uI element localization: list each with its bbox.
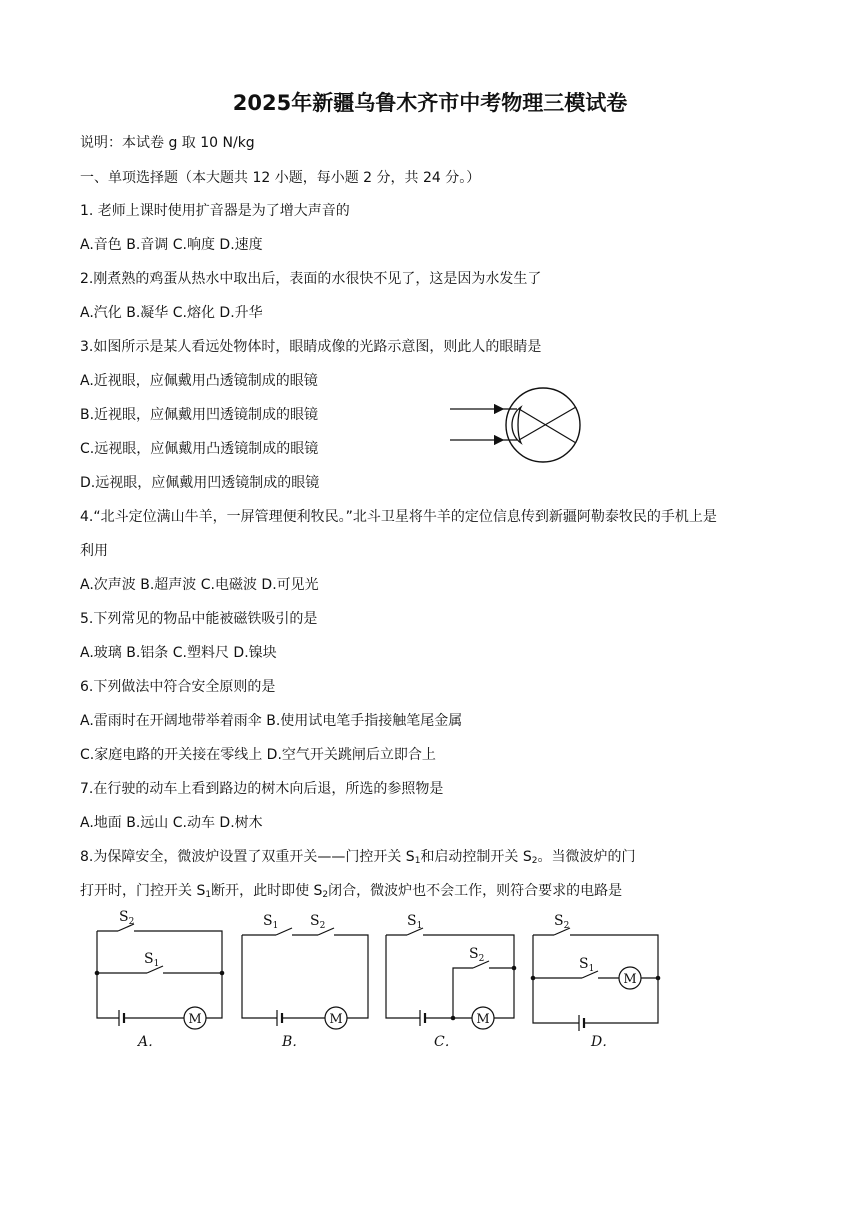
- circuit-a: [97, 924, 222, 1029]
- question-8-stem-line-1: 8.为保障安全，微波炉设置了双重开关——门控开关 $S_1$和启动控制开关 $S_2$。当微波炉的门: [80, 849, 636, 866]
- switch-label-d-s2: $S_2$: [554, 913, 570, 931]
- switch-label-b-s2: $S_2$: [310, 913, 326, 931]
- question-2-options: A.汽化 B.凝华 C.熔化 D.升华: [80, 305, 263, 321]
- question-8-stem-line-2: 打开时，门控开关 $S_1$断开，此时即使 $S_2$闭合，微波炉也不会工作，则符合要求的电路是: [80, 883, 623, 900]
- circuit-label-c: C．: [434, 1034, 459, 1050]
- eye-diagram: [445, 385, 590, 465]
- circuit-label-b: B．: [282, 1034, 307, 1050]
- question-3-option-c: C.远视眼，应佩戴用凸透镜制成的眼镜: [80, 441, 319, 457]
- circuit-b: [242, 928, 368, 1029]
- question-4-stem-line-1: 4.“北斗定位满山牛羊，一屏管理便利牧民。”北斗卫星将牛羊的定位信息传到新疆阿勒泰牧民的手机上是: [80, 509, 717, 525]
- question-3-stem: 3.如图所示是某人看远处物体时，眼睛成像的光路示意图，则此人的眼睛是: [80, 339, 542, 355]
- question-6-stem: 6.下列做法中符合安全原则的是: [80, 679, 276, 695]
- motor-label-b: M: [329, 1012, 343, 1027]
- switch-label-c-s1: $S_1$: [407, 913, 423, 931]
- circuit-label-d: D．: [591, 1034, 617, 1050]
- question-1-options: A.音色 B.音调 C.响度 D.速度: [80, 237, 263, 253]
- switch-label-a-s2: $S_2$: [119, 909, 135, 927]
- circuit-d: [533, 928, 658, 1031]
- refracted-ray-bottom: [519, 407, 576, 440]
- circuit-c: [386, 928, 514, 1029]
- question-5-options: A.玻璃 B.铝条 C.塑料尺 D.镍块: [80, 645, 277, 661]
- question-5-stem: 5.下列常见的物品中能被磁铁吸引的是: [80, 611, 318, 627]
- switch-label-c-s2: $S_2$: [469, 946, 485, 964]
- motor-label-a: M: [188, 1012, 202, 1027]
- question-7-stem: 7.在行驶的动车上看到路边的树木向后退，所选的参照物是: [80, 781, 444, 797]
- eyeball: [506, 388, 580, 462]
- motor-label-c: M: [476, 1012, 490, 1027]
- question-2-stem: 2.刚煮熟的鸡蛋从热水中取出后，表面的水很快不见了，这是因为水发生了: [80, 271, 542, 287]
- question-3-option-d: D.远视眼，应佩戴用凹透镜制成的眼镜: [80, 475, 320, 491]
- page-title: 2025年新疆乌鲁木齐市中考物理三模试卷: [232, 91, 628, 115]
- switch-label-a-s1: $S_1$: [144, 951, 160, 969]
- eye-lens: [512, 407, 521, 443]
- question-6-options-line-1: A.雷雨时在开阔地带举着雨伞 B.使用试电笔手指接触笔尾金属: [80, 713, 463, 729]
- question-7-options: A.地面 B.远山 C.动车 D.树木: [80, 815, 263, 831]
- switch-label-b-s1: $S_1$: [263, 913, 279, 931]
- motor-label-d: M: [623, 972, 637, 987]
- exam-note: 说明：本试卷 g 取 10 N/kg: [80, 135, 255, 151]
- circuit-label-a: A．: [138, 1034, 163, 1050]
- question-3-option-a: A.近视眼，应佩戴用凸透镜制成的眼镜: [80, 373, 318, 389]
- question-4-stem-line-2: 利用: [80, 543, 108, 559]
- question-4-options: A.次声波 B.超声波 C.电磁波 D.可见光: [80, 577, 319, 593]
- circuit-diagrams: [88, 905, 678, 1055]
- question-6-options-line-2: C.家庭电路的开关接在零线上 D.空气开关跳闸后立即合上: [80, 747, 436, 763]
- switch-label-d-s1: $S_1$: [579, 956, 595, 974]
- section-heading: 一、单项选择题（本大题共 12 小题，每小题 2 分，共 24 分。）: [80, 170, 481, 186]
- question-3-option-b: B.近视眼，应佩戴用凹透镜制成的眼镜: [80, 407, 319, 423]
- question-1-stem: 1. 老师上课时使用扩音器是为了增大声音的: [80, 203, 350, 219]
- circuit-junctions: [95, 966, 661, 1021]
- refracted-ray-top: [519, 409, 576, 443]
